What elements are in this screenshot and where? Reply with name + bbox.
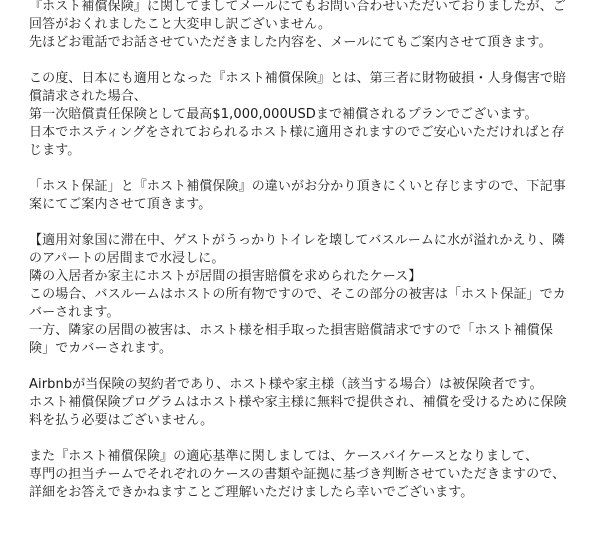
text-line: 【適用対象国に滞在中、ゲストがうっかりトイレを壊してバスルームに水が溢れかえり、隣のアパートの居間まで水浸しに。 bbox=[29, 233, 565, 266]
text-line: 第一次賠償責任保険として最高$1,000,000USDまで補償されるプランでございます。 bbox=[29, 107, 538, 122]
text-line: また『ホスト補償保険』の適応基準に関しましては、ケースバイケースとなりまして、 bbox=[29, 449, 539, 464]
text-line: 先ほどお電話でお話させていただきました内容を、メールにてもご案内させて頂きます。 bbox=[29, 35, 552, 50]
text-line: ホスト補償保険プログラムはホスト様や家主様に無料で提供され、補償を受けるために保険料を払う必要はございません。 bbox=[29, 395, 567, 428]
text-line: Airbnbが当保険の契約者であり、ホスト様や家主様（該当する場合）は被保険者です。 bbox=[29, 377, 543, 392]
paragraph-policyholder bbox=[29, 376, 569, 430]
text-line: この度、日本にも適用となった『ホスト補償保険』とは、第三者に財物破損・人身傷害で賠償請求された場合、 bbox=[29, 71, 567, 104]
paragraph-example-case bbox=[29, 232, 569, 358]
text-line: 日本でホスティングをされておられるホスト様に適用されますのでご安心いただければと存じます。 bbox=[29, 125, 565, 158]
text-line: 隣の入居者か家主にホストが居間の損害賠償を求められたケース】 bbox=[29, 269, 422, 284]
text-line: 一方、隣家の居間の被害は、ホスト様を相手取った損害賠償請求ですので「ホスト補償保険」でカバーされます。 bbox=[29, 323, 554, 356]
paragraph-criteria bbox=[29, 448, 569, 502]
paragraph-insurance-overview bbox=[29, 70, 569, 160]
text-line: 「ホスト保証」と『ホスト補償保険』の違いがお分かり頂きにくいと存じますので、下記事案にてご案内させて頂きます。 bbox=[29, 179, 566, 212]
paragraph-difference-intro bbox=[29, 178, 569, 214]
email-body bbox=[29, 0, 569, 520]
paragraph-apology bbox=[29, 0, 569, 52]
text-line: この場合、バスルームはホストの所有物ですので、そこの部分の被害は「ホスト保証」でカバーされます。 bbox=[29, 287, 566, 320]
text-line: 専門の担当チームでそれぞれのケースの書類や証拠に基づき判断させていただきますので、詳細をお答えできかねますことご理解いただけましたら幸いでございます。 bbox=[29, 467, 566, 500]
text-line: 『ホスト補償保険』に関してましてメールにてもお問い合わせいただいておりましたが、ご回答がおくれましたこと大変申し訳ございません。 bbox=[29, 0, 566, 32]
